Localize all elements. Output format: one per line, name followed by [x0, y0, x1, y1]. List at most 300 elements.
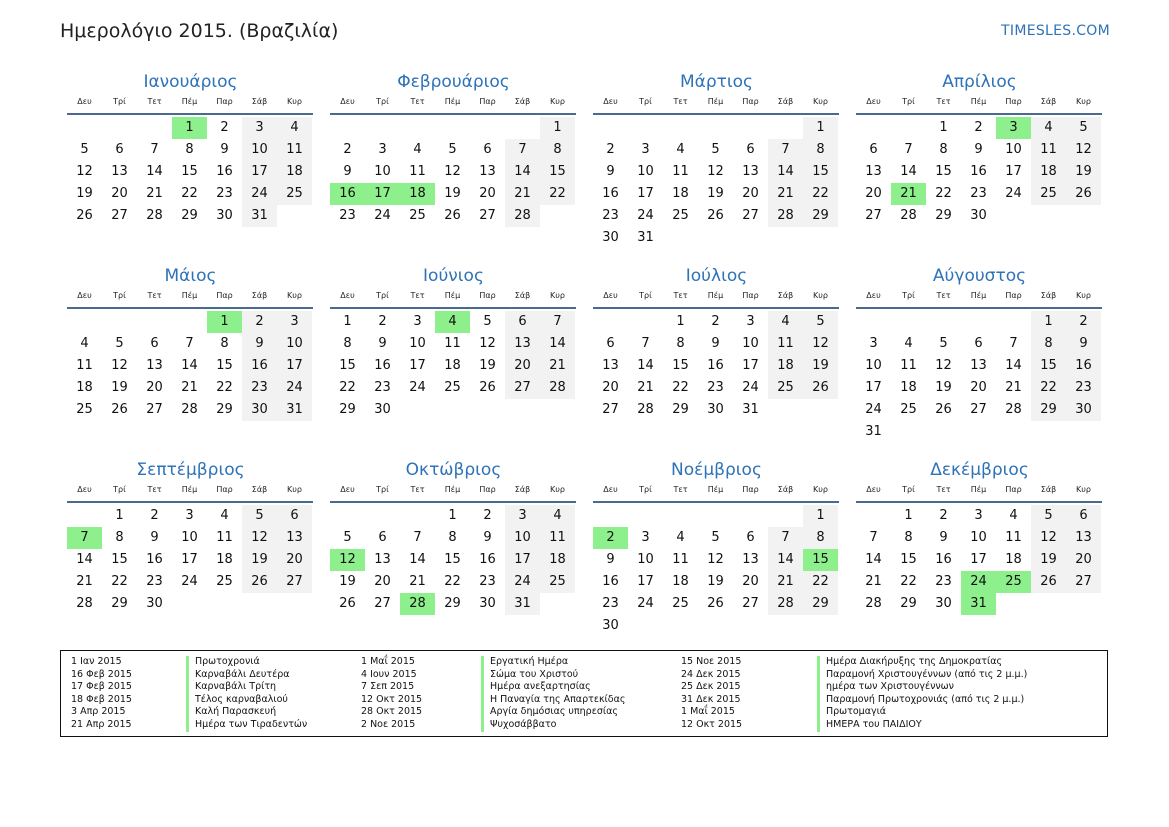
day-cell: 27 [970, 402, 987, 417]
holiday-name: Πρωτομαγιά [826, 706, 887, 718]
day-cell: 17 [181, 552, 198, 567]
weekday-label: Σάβ [1040, 485, 1057, 494]
day-cell: 23 [707, 380, 724, 395]
holiday-day-cell: 16 [330, 183, 365, 205]
weekday-header [856, 288, 1103, 306]
day-cell: 3 [277, 311, 312, 333]
legend-row [71, 681, 307, 694]
month-name: Ιανουάριος [143, 72, 238, 92]
day-cell: 5 [242, 505, 277, 527]
day-cell: 15 [540, 161, 575, 183]
day-cell: 19 [1031, 549, 1066, 571]
weekday-header [856, 482, 1103, 500]
day-cell: 4 [80, 336, 89, 351]
day-cell: 1 [803, 117, 838, 139]
day-grid [593, 117, 840, 249]
month-calendar [67, 70, 314, 227]
day-cell: 4 [540, 505, 575, 527]
weekday-header [593, 288, 840, 306]
day-cell: 2 [606, 142, 615, 157]
day-cell: 16 [1066, 355, 1101, 377]
weekday-header [330, 288, 577, 306]
holiday-date: 1 Μαΐ 2015 [681, 706, 735, 718]
weekday-label: Τρί [639, 291, 652, 300]
day-cell: 28 [768, 593, 803, 615]
weekday-label: Παρ [742, 97, 759, 106]
day-cell: 18 [76, 380, 93, 395]
day-cell: 10 [242, 139, 277, 161]
day-cell: 2 [1066, 311, 1101, 333]
day-cell: 6 [869, 142, 878, 157]
day-cell: 29 [803, 593, 838, 615]
holiday-date: 17 Φεβ 2015 [71, 681, 132, 693]
holiday-name: Πρωτοχρονιά [195, 656, 260, 667]
month-calendar [856, 70, 1103, 227]
legend-row [681, 706, 1027, 719]
weekday-label: Πέμ [970, 291, 987, 300]
day-cell: 10 [637, 552, 654, 567]
holiday-day-cell: 18 [400, 183, 435, 205]
day-cell: 31 [277, 399, 312, 421]
holiday-marker [817, 669, 820, 682]
weekday-label: Δευ [866, 97, 881, 106]
day-cell: 20 [970, 380, 987, 395]
header-rule [67, 113, 313, 115]
day-grid [330, 505, 577, 615]
month-calendar [856, 264, 1103, 443]
day-cell: 13 [505, 333, 540, 355]
day-cell: 29 [339, 402, 356, 417]
day-cell: 31 [242, 205, 277, 227]
day-cell: 13 [742, 552, 759, 567]
holiday-marker [817, 681, 820, 694]
holiday-day-cell: 15 [803, 549, 838, 571]
weekday-label: Σάβ [514, 97, 531, 106]
holiday-marker [481, 719, 484, 732]
empty-cell [663, 117, 698, 139]
holiday-marker [481, 694, 484, 707]
weekday-label: Σάβ [251, 291, 268, 300]
day-cell: 17 [1005, 164, 1022, 179]
weekday-label: Τρί [639, 485, 652, 494]
empty-cell [891, 311, 926, 333]
day-cell: 7 [904, 142, 913, 157]
day-cell: 6 [277, 505, 312, 527]
day-cell: 16 [216, 164, 233, 179]
day-cell: 22 [803, 571, 838, 593]
day-cell: 11 [216, 530, 233, 545]
empty-cell [628, 117, 663, 139]
holiday-marker [817, 694, 820, 707]
day-cell: 23 [216, 186, 233, 201]
day-cell: 5 [115, 336, 124, 351]
day-grid [67, 117, 314, 227]
day-cell: 5 [343, 530, 352, 545]
empty-cell [856, 311, 891, 333]
day-cell: 1 [1031, 311, 1066, 333]
day-grid [67, 505, 314, 615]
day-cell: 22 [935, 186, 952, 201]
weekday-label: Δευ [603, 291, 618, 300]
day-cell: 4 [904, 336, 913, 351]
empty-cell [663, 505, 698, 527]
holiday-date: 18 Φεβ 2015 [71, 693, 132, 705]
day-cell: 30 [479, 596, 496, 611]
weekday-label: Τετ [936, 485, 951, 494]
header-rule [330, 307, 576, 309]
day-cell: 11 [76, 358, 93, 373]
day-cell: 21 [540, 355, 575, 377]
weekday-label: Σάβ [1040, 291, 1057, 300]
weekday-label: Πέμ [707, 485, 724, 494]
header-rule [67, 307, 313, 309]
day-cell: 26 [339, 596, 356, 611]
empty-cell [891, 117, 926, 139]
day-cell: 26 [1031, 571, 1066, 593]
empty-cell [102, 117, 137, 139]
day-cell: 16 [707, 358, 724, 373]
weekday-label: Δευ [77, 291, 92, 300]
weekday-label: Δευ [340, 485, 355, 494]
day-cell: 13 [602, 358, 619, 373]
day-cell: 29 [111, 596, 128, 611]
day-cell: 6 [746, 530, 755, 545]
empty-cell [67, 117, 102, 139]
day-cell: 17 [242, 161, 277, 183]
day-cell: 6 [483, 142, 492, 157]
day-cell: 13 [111, 164, 128, 179]
weekday-label: Κυρ [813, 97, 828, 106]
month-calendar [593, 70, 840, 249]
day-cell: 24 [637, 596, 654, 611]
month-calendar [67, 264, 314, 421]
weekday-label: Τετ [936, 291, 951, 300]
day-cell: 25 [76, 402, 93, 417]
day-cell: 10 [970, 530, 987, 545]
weekday-label: Σάβ [777, 291, 794, 300]
day-cell: 17 [637, 574, 654, 589]
day-cell: 31 [865, 424, 882, 439]
day-cell: 20 [742, 186, 759, 201]
day-cell: 24 [242, 183, 277, 205]
weekday-header [67, 288, 314, 306]
empty-cell [67, 311, 102, 333]
day-cell: 20 [479, 186, 496, 201]
day-cell: 14 [865, 552, 882, 567]
month-name: Σεπτέμβριος [136, 460, 245, 480]
day-cell: 18 [1031, 161, 1066, 183]
weekday-label: Σάβ [1040, 97, 1057, 106]
empty-cell [733, 117, 768, 139]
weekday-label: Σάβ [777, 97, 794, 106]
day-cell: 1 [803, 505, 838, 527]
day-cell: 12 [707, 552, 724, 567]
day-cell: 28 [540, 377, 575, 399]
day-cell: 26 [111, 402, 128, 417]
weekday-label: Τρί [376, 485, 389, 494]
month-calendar [856, 458, 1103, 615]
day-cell: 9 [711, 336, 720, 351]
weekday-label: Τετ [147, 485, 162, 494]
empty-cell [593, 117, 628, 139]
day-cell: 11 [768, 333, 803, 355]
day-cell: 20 [111, 186, 128, 201]
day-cell: 15 [900, 552, 917, 567]
day-cell: 22 [540, 183, 575, 205]
day-cell: 27 [742, 208, 759, 223]
day-cell: 2 [242, 311, 277, 333]
day-cell: 20 [374, 574, 391, 589]
empty-cell [961, 311, 996, 333]
day-cell: 3 [746, 314, 755, 329]
day-cell: 12 [444, 164, 461, 179]
day-cell: 10 [374, 164, 391, 179]
weekday-label: Πέμ [444, 291, 461, 300]
day-cell: 19 [707, 186, 724, 201]
weekday-label: Πέμ [707, 291, 724, 300]
weekday-label: Τετ [673, 485, 688, 494]
weekday-label: Κυρ [1076, 291, 1091, 300]
day-cell: 27 [505, 377, 540, 399]
day-cell: 15 [444, 552, 461, 567]
day-cell: 15 [935, 164, 952, 179]
day-cell: 13 [479, 164, 496, 179]
day-cell: 24 [865, 402, 882, 417]
weekday-label: Σάβ [514, 485, 531, 494]
day-cell: 7 [185, 336, 194, 351]
month-name: Φεβρουάριος [397, 72, 510, 92]
day-cell: 16 [935, 552, 952, 567]
weekday-label: Τρί [902, 97, 915, 106]
weekday-header [330, 94, 577, 112]
legend-row [361, 656, 625, 669]
holiday-day-cell: 4 [435, 311, 470, 333]
day-cell: 12 [479, 336, 496, 351]
holiday-name: Καλή Παρασκευή [195, 706, 277, 718]
day-cell: 18 [768, 355, 803, 377]
day-cell: 19 [707, 574, 724, 589]
day-cell: 4 [277, 117, 312, 139]
weekday-label: Παρ [742, 485, 759, 494]
day-cell: 3 [641, 142, 650, 157]
day-cell: 9 [378, 336, 387, 351]
holiday-name: ΗΜΕΡΑ του ΠΑΙΔΙΟΥ [826, 718, 922, 730]
weekday-label: Παρ [1005, 97, 1022, 106]
day-cell: 6 [115, 142, 124, 157]
day-cell: 13 [146, 358, 163, 373]
day-cell: 11 [1031, 139, 1066, 161]
weekday-header [67, 94, 314, 112]
day-cell: 20 [1066, 549, 1101, 571]
day-cell: 19 [76, 186, 93, 201]
day-cell: 13 [1066, 527, 1101, 549]
day-cell: 28 [505, 205, 540, 227]
holiday-date: 28 Οκτ 2015 [361, 706, 423, 718]
day-cell: 18 [216, 552, 233, 567]
weekday-label: Σάβ [251, 97, 268, 106]
legend-column [361, 656, 625, 732]
weekday-label: Σάβ [251, 485, 268, 494]
holiday-marker [186, 706, 189, 719]
day-cell: 26 [803, 377, 838, 399]
day-cell: 6 [746, 142, 755, 157]
day-cell: 16 [970, 164, 987, 179]
day-cell: 13 [970, 358, 987, 373]
weekday-label: Πέμ [970, 485, 987, 494]
day-cell: 7 [540, 311, 575, 333]
day-cell: 5 [1066, 117, 1101, 139]
day-cell: 29 [1031, 399, 1066, 421]
empty-cell [365, 117, 400, 139]
day-cell: 31 [742, 402, 759, 417]
day-cell: 25 [540, 571, 575, 593]
day-cell: 24 [277, 377, 312, 399]
day-cell: 12 [1066, 139, 1101, 161]
holiday-day-cell: 3 [996, 117, 1031, 139]
month-name: Ιούλιος [685, 266, 748, 286]
empty-cell [856, 117, 891, 139]
header-rule [593, 307, 839, 309]
day-grid [593, 505, 840, 637]
day-cell: 28 [76, 596, 93, 611]
holiday-date: 2 Νοε 2015 [361, 718, 416, 730]
day-cell: 14 [409, 552, 426, 567]
weekday-label: Τρί [902, 485, 915, 494]
legend-row [361, 681, 625, 694]
day-cell: 31 [637, 230, 654, 245]
weekday-label: Παρ [742, 291, 759, 300]
weekday-label: Τρί [376, 291, 389, 300]
holiday-date: 12 Οκτ 2015 [361, 693, 423, 705]
day-cell: 2 [974, 120, 983, 135]
day-grid [330, 311, 577, 421]
holiday-date: 16 Φεβ 2015 [71, 668, 132, 680]
day-cell: 29 [935, 208, 952, 223]
day-cell: 24 [1005, 186, 1022, 201]
day-cell: 14 [505, 161, 540, 183]
holiday-name: Ψυχοσάββατο [490, 718, 557, 730]
site-brand-link[interactable]: TIMESLES.COM [1001, 23, 1110, 39]
day-cell: 5 [803, 311, 838, 333]
month-name: Αύγουστος [932, 266, 1027, 286]
day-cell: 15 [216, 358, 233, 373]
weekday-label: Παρ [216, 291, 233, 300]
legend-column [681, 656, 1027, 732]
day-cell: 11 [444, 336, 461, 351]
day-cell: 30 [374, 402, 391, 417]
day-cell: 13 [277, 527, 312, 549]
day-cell: 30 [146, 596, 163, 611]
day-cell: 12 [242, 527, 277, 549]
day-cell: 14 [768, 549, 803, 571]
day-grid [593, 311, 840, 421]
empty-cell [733, 505, 768, 527]
day-cell: 6 [378, 530, 387, 545]
day-cell: 25 [1031, 183, 1066, 205]
day-cell: 7 [150, 142, 159, 157]
day-cell: 18 [540, 549, 575, 571]
month-name: Νοέμβριος [671, 460, 762, 480]
weekday-label: Παρ [216, 485, 233, 494]
day-cell: 8 [803, 139, 838, 161]
holiday-marker [481, 669, 484, 682]
day-cell: 24 [409, 380, 426, 395]
day-cell: 4 [413, 142, 422, 157]
day-cell: 25 [672, 596, 689, 611]
header-rule [856, 113, 1102, 115]
day-cell: 25 [409, 208, 426, 223]
holiday-date: 1 Μαΐ 2015 [361, 656, 415, 667]
weekday-label: Παρ [1005, 485, 1022, 494]
day-cell: 7 [413, 530, 422, 545]
weekday-header [67, 482, 314, 500]
weekday-label: Πέμ [181, 485, 198, 494]
day-cell: 6 [974, 336, 983, 351]
weekday-label: Κυρ [287, 97, 302, 106]
day-cell: 17 [742, 358, 759, 373]
day-grid [67, 311, 314, 421]
day-cell: 20 [505, 355, 540, 377]
day-cell: 9 [939, 530, 948, 545]
weekday-label: Τρί [376, 97, 389, 106]
day-cell: 23 [146, 574, 163, 589]
header-rule [856, 501, 1102, 503]
day-grid [856, 311, 1103, 443]
day-cell: 19 [242, 549, 277, 571]
holiday-day-cell: 7 [67, 527, 102, 549]
day-cell: 24 [742, 380, 759, 395]
legend-row [71, 669, 307, 682]
day-cell: 30 [242, 399, 277, 421]
day-cell: 5 [939, 336, 948, 351]
day-cell: 26 [935, 402, 952, 417]
holiday-date: 7 Σεπ 2015 [361, 681, 415, 693]
empty-cell [102, 311, 137, 333]
holiday-marker [817, 656, 820, 669]
day-cell: 2 [150, 508, 159, 523]
weekday-label: Δευ [603, 97, 618, 106]
weekday-label: Τρί [113, 97, 126, 106]
day-cell: 5 [711, 142, 720, 157]
weekday-label: Κυρ [550, 291, 565, 300]
empty-cell [67, 505, 102, 527]
day-cell: 21 [505, 183, 540, 205]
legend-row [361, 706, 625, 719]
day-cell: 16 [146, 552, 163, 567]
day-cell: 28 [146, 208, 163, 223]
day-cell: 11 [277, 139, 312, 161]
day-grid [330, 117, 577, 227]
holiday-name: Τέλος καρναβαλιού [195, 693, 288, 705]
day-cell: 18 [444, 358, 461, 373]
holiday-date: 21 Απρ 2015 [71, 718, 132, 730]
day-cell: 7 [1009, 336, 1018, 351]
day-cell: 11 [1005, 530, 1022, 545]
day-cell: 25 [216, 574, 233, 589]
day-cell: 4 [220, 508, 229, 523]
day-cell: 27 [374, 596, 391, 611]
day-cell: 19 [935, 380, 952, 395]
weekday-label: Τετ [147, 291, 162, 300]
day-cell: 25 [672, 208, 689, 223]
weekday-header [593, 482, 840, 500]
day-cell: 18 [1005, 552, 1022, 567]
day-cell: 7 [869, 530, 878, 545]
weekday-label: Τετ [410, 291, 425, 300]
legend-column [71, 656, 307, 732]
day-cell: 21 [865, 574, 882, 589]
day-cell: 30 [602, 618, 619, 633]
